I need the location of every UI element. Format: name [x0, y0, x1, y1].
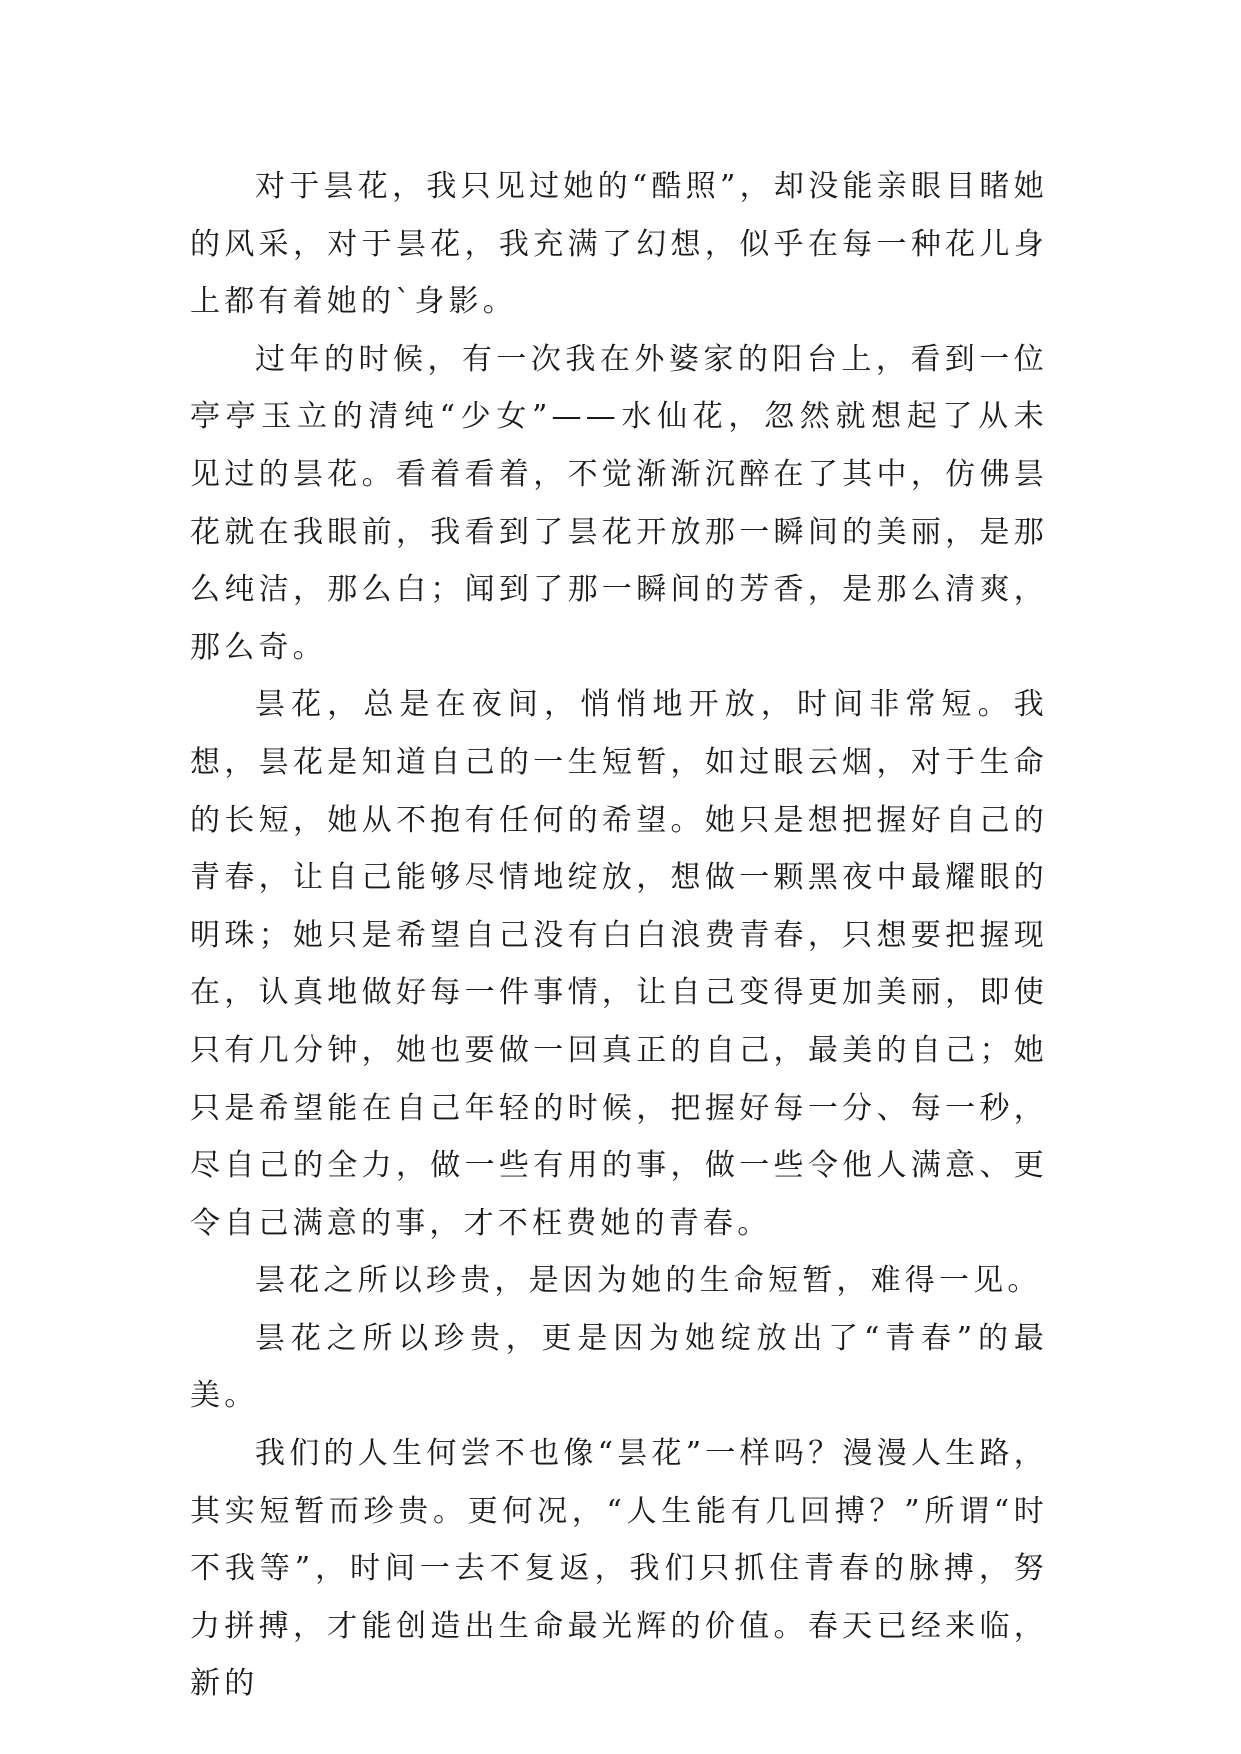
paragraph-5: 昙花之所以珍贵，更是因为她绽放出了“青春”的最美。: [190, 1320, 1048, 1414]
paragraph-3: 昙花，总是在夜间，悄悄地开放，时间非常短。我想，昙花是知道自己的一生短暂，如过眼云烟，对于生命的长短，她从不抱有任何的希望。她只是想把握好自己的青春，让自己能够尽情地绽放，想做一颗黑夜中最耀眼的明珠；她只是希望自己没有白白浪费青春，只想要把握现在，认真地做好每一件事情，让自己变得更加美丽，即使只有几分钟，她也要做一回真正的自己，最美的自己；她只是希望能在自己年轻的时候，把握好每一分、每一秒，尽自己的全力，做一些有用的事，做一些令他人满意、更令自己满意的事，才不枉费她的青春。: [190, 687, 1048, 1241]
paragraph-2: 过年的时候，有一次我在外婆家的阳台上，看到一位亭亭玉立的清纯“少女”——水仙花，忽然就想起了从未见过的昙花。看着看着，不觉渐渐沉醉在了其中，仿佛昙花就在我眼前，我看到了昙花开放那一瞬间的美丽，是那么纯洁，那么白；闻到了那一瞬间的芳香，是那么清爽，那么奇。: [190, 341, 1048, 665]
paragraph-1: 对于昙花，我只见过她的“酷照”，却没能亲眼目睹她的风采，对于昙花，我充满了幻想，似乎在每一种花儿身上都有着她的`身影。: [190, 169, 1048, 320]
paragraph-6: 我们的人生何尝不也像“昙花”一样吗？漫漫人生路，其实短暂而珍贵。更何况，“人生能有几回搏？”所谓“时不我等”，时间一去不复返，我们只抓住青春的脉搏，努力拼搏，才能创造出生命最光辉的价值。春天已经来临，新的: [190, 1436, 1048, 1702]
paragraph-4: 昙花之所以珍贵，是因为她的生命短暂，难得一见。: [255, 1263, 1042, 1299]
document-body: [190, 158, 1048, 1713]
